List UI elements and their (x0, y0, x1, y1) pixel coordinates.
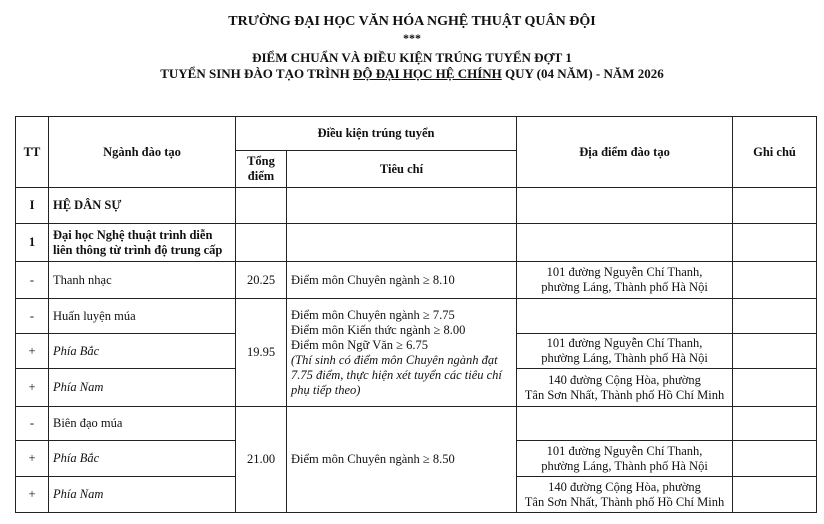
school-name: TRƯỜNG ĐẠI HỌC VĂN HÓA NGHỆ THUẬT QUÂN ĐỘI (228, 14, 596, 29)
admission-table (15, 116, 817, 513)
row-label: HỆ DÂN SỰ (49, 188, 236, 224)
row-tt: + (16, 477, 49, 513)
criteria-line: Điểm môn Ngữ Văn ≥ 6.75 (291, 337, 429, 352)
row-location (517, 262, 733, 299)
row-tt: + (16, 369, 49, 407)
title-line-2-underlined: ĐỘ ĐẠI HỌC HỆ CHÍNH (352, 66, 502, 81)
row-location (517, 477, 733, 513)
row-label: Thanh nhạc (49, 262, 236, 299)
title-line-2-post: QUY (04 NĂM) - NĂM 2026 (501, 66, 664, 81)
location-line: 101 đường Nguyễn Chí Thanh, (546, 265, 703, 279)
row-tt: + (16, 334, 49, 369)
row-criteria: Điểm môn Chuyên ngành ≥ 8.10 (287, 262, 517, 299)
location-line: Tân Sơn Nhất, Thành phố Hồ Chí Minh (524, 494, 725, 509)
location-line: phường Láng, Thành phố Hà Nội (541, 458, 708, 473)
table-row (16, 407, 817, 441)
header-total: Tổng điểm (236, 151, 287, 188)
separator-stars: *** (403, 31, 421, 45)
table-row (16, 299, 817, 334)
row-tt: - (16, 299, 49, 334)
location-line: 140 đường Cộng Hòa, phường (548, 479, 701, 494)
header-location: Địa điểm đào tạo (517, 117, 733, 188)
title-line-2 (0, 66, 824, 82)
header-criteria: Tiêu chí (287, 151, 517, 188)
location-line: Tân Sơn Nhất, Thành phố Hồ Chí Minh (524, 387, 725, 402)
row-label: Phía Nam (49, 369, 236, 407)
title-line-1: ĐIỂM CHUẨN VÀ ĐIỀU KIỆN TRÚNG TUYỂN ĐỢT 1 (252, 50, 572, 65)
row-label: Phía Bắc (49, 441, 236, 477)
header-row-1 (16, 117, 817, 151)
row-score: 19.95 (236, 299, 287, 407)
location-line: 140 đường Cộng Hòa, phường (548, 372, 701, 387)
row-score: 21.00 (236, 407, 287, 513)
row-location (517, 334, 733, 369)
header-major: Ngành đào tạo (49, 117, 236, 188)
row-tt: 1 (16, 224, 49, 262)
location-line: 101 đường Nguyễn Chí Thanh, (546, 336, 703, 350)
row-criteria (287, 299, 517, 407)
table-row-section (16, 188, 817, 224)
location-line: 101 đường Nguyễn Chí Thanh, (546, 443, 703, 458)
table-row (16, 262, 817, 299)
row-score: 20.25 (236, 262, 287, 299)
row-location (517, 369, 733, 407)
row-tt: - (16, 262, 49, 299)
table-row-group (16, 224, 817, 262)
location-line: phường Láng, Thành phố Hà Nội (541, 280, 708, 294)
row-tt: I (16, 188, 49, 224)
row-tt: - (16, 407, 49, 441)
criteria-line: Điểm môn Kiến thức ngành ≥ 8.00 (291, 322, 466, 337)
row-label: Phía Nam (49, 477, 236, 513)
row-criteria: Điểm môn Chuyên ngành ≥ 8.50 (287, 407, 517, 513)
row-label: Biên đạo múa (49, 407, 236, 441)
header-note: Ghi chú (733, 117, 817, 188)
row-label: Huấn luyện múa (49, 299, 236, 334)
row-label: Phía Bắc (49, 334, 236, 369)
criteria-line: Điểm môn Chuyên ngành ≥ 7.75 (291, 307, 455, 322)
row-tt: + (16, 441, 49, 477)
row-location (517, 441, 733, 477)
header-conditions: Điều kiện trúng tuyển (236, 117, 517, 151)
criteria-note: (Thí sinh có điểm môn Chuyên ngành đạt 7.75 điểm, thực hiện xét tuyển các tiêu chí phụ tiếp theo) (291, 352, 502, 397)
location-line: phường Láng, Thành phố Hà Nội (541, 351, 708, 365)
header-tt: TT (16, 117, 49, 188)
title-line-2-pre: TUYỂN SINH ĐÀO TẠO TRÌNH (160, 66, 353, 81)
row-label: Đại học Nghệ thuật trình diễn liên thông từ trình độ trung cấp (49, 224, 236, 262)
